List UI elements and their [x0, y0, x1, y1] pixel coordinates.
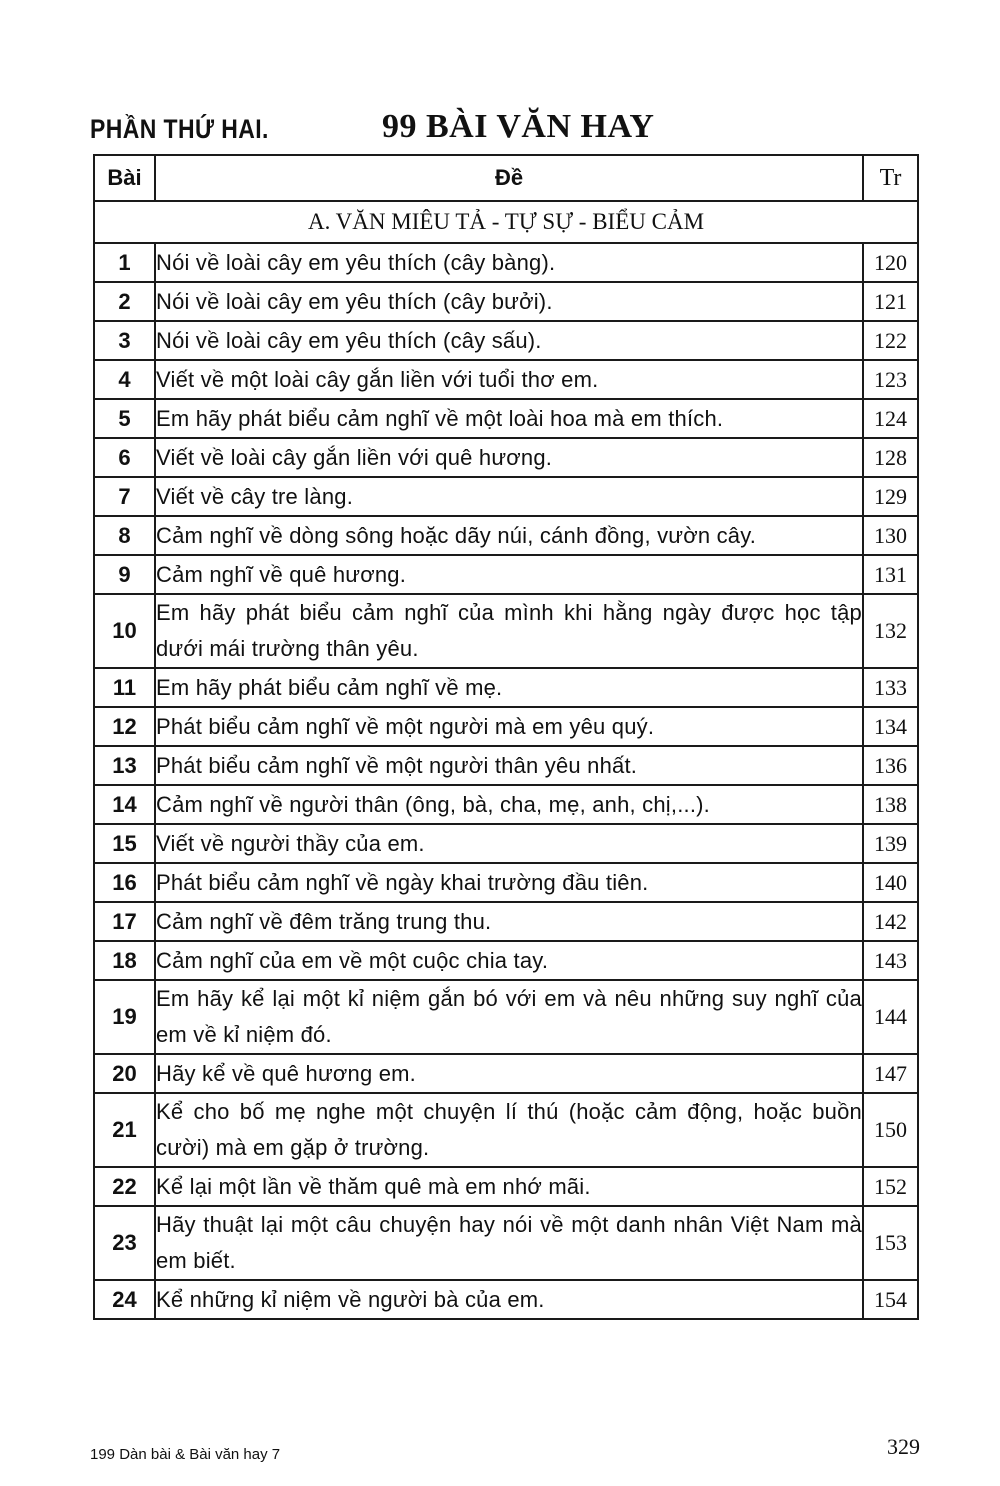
table-row	[94, 1093, 918, 1167]
row-title: Kể những kỉ niệm về người bà của em.	[155, 1280, 863, 1319]
part-label: PHẦN THỨ HAI.	[90, 114, 269, 144]
row-number: 7	[94, 477, 155, 516]
table-row	[94, 746, 918, 785]
row-page: 147	[863, 1054, 918, 1093]
table-row	[94, 360, 918, 399]
table-row	[94, 1206, 918, 1280]
row-title: Kể lại một lần về thăm quê mà em nhớ mãi.	[155, 1167, 863, 1206]
row-title: Em hãy phát biểu cảm nghĩ của mình khi hằng ngày được học tập dưới mái trường thân yêu.	[155, 594, 863, 668]
header-row	[94, 155, 918, 201]
part-title: 99 BÀI VĂN HAY	[382, 108, 655, 145]
page-number: 329	[887, 1434, 920, 1459]
row-title: Nói về loài cây em yêu thích (cây bưởi).	[155, 282, 863, 321]
row-number: 12	[94, 707, 155, 746]
row-page: 152	[863, 1167, 918, 1206]
row-number: 4	[94, 360, 155, 399]
row-page: 142	[863, 902, 918, 941]
row-title: Em hãy phát biểu cảm nghĩ về mẹ.	[155, 668, 863, 707]
row-page: 139	[863, 824, 918, 863]
row-page: 128	[863, 438, 918, 477]
row-page: 131	[863, 555, 918, 594]
table-row	[94, 438, 918, 477]
row-page: 130	[863, 516, 918, 555]
row-page: 120	[863, 243, 918, 282]
table-row	[94, 785, 918, 824]
row-title: Cảm nghĩ về đêm trăng trung thu.	[155, 902, 863, 941]
row-number: 16	[94, 863, 155, 902]
row-page: 132	[863, 594, 918, 668]
row-number: 5	[94, 399, 155, 438]
row-page: 144	[863, 980, 918, 1054]
row-title: Em hãy phát biểu cảm nghĩ về một loài hoa mà em thích.	[155, 399, 863, 438]
row-number: 23	[94, 1206, 155, 1280]
row-page: 150	[863, 1093, 918, 1167]
row-title: Phát biểu cảm nghĩ về ngày khai trường đầu tiên.	[155, 863, 863, 902]
row-title: Viết về loài cây gắn liền với quê hương.	[155, 438, 863, 477]
row-title: Viết về cây tre làng.	[155, 477, 863, 516]
row-title: Phát biểu cảm nghĩ về một người thân yêu nhất.	[155, 746, 863, 785]
row-number: 14	[94, 785, 155, 824]
row-number: 9	[94, 555, 155, 594]
row-title: Nói về loài cây em yêu thích (cây sấu).	[155, 321, 863, 360]
table-row	[94, 902, 918, 941]
row-number: 20	[94, 1054, 155, 1093]
table-row	[94, 941, 918, 980]
row-page: 124	[863, 399, 918, 438]
row-title: Cảm nghĩ về người thân (ông, bà, cha, mẹ, anh, chị,...).	[155, 785, 863, 824]
table-row	[94, 594, 918, 668]
row-page: 153	[863, 1206, 918, 1280]
row-page: 122	[863, 321, 918, 360]
row-number: 6	[94, 438, 155, 477]
row-title: Nói về loài cây em yêu thích (cây bàng).	[155, 243, 863, 282]
row-page: 129	[863, 477, 918, 516]
row-number: 2	[94, 282, 155, 321]
row-title: Phát biểu cảm nghĩ về một người mà em yêu quý.	[155, 707, 863, 746]
table-row	[94, 399, 918, 438]
row-number: 15	[94, 824, 155, 863]
row-page: 140	[863, 863, 918, 902]
row-number: 18	[94, 941, 155, 980]
row-page: 134	[863, 707, 918, 746]
row-title: Cảm nghĩ về dòng sông hoặc dãy núi, cánh đồng, vườn cây.	[155, 516, 863, 555]
row-number: 10	[94, 594, 155, 668]
row-title: Em hãy kể lại một kỉ niệm gắn bó với em và nêu những suy nghĩ của em về kỉ niệm đó.	[155, 980, 863, 1054]
row-number: 13	[94, 746, 155, 785]
contents-table	[93, 154, 919, 1320]
table-row	[94, 516, 918, 555]
row-page: 136	[863, 746, 918, 785]
row-number: 8	[94, 516, 155, 555]
row-number: 1	[94, 243, 155, 282]
section-row	[94, 201, 918, 243]
table-row	[94, 980, 918, 1054]
row-page: 123	[863, 360, 918, 399]
row-number: 22	[94, 1167, 155, 1206]
table-row	[94, 824, 918, 863]
table-row	[94, 555, 918, 594]
header-number: Bài	[94, 155, 155, 201]
row-title: Cảm nghĩ về quê hương.	[155, 555, 863, 594]
row-page: 143	[863, 941, 918, 980]
table-row	[94, 282, 918, 321]
row-page: 133	[863, 668, 918, 707]
section-title: A. VĂN MIÊU TẢ - TỰ SỰ - BIỂU CẢM	[94, 201, 918, 243]
table-row	[94, 243, 918, 282]
table-row	[94, 707, 918, 746]
row-number: 3	[94, 321, 155, 360]
row-title: Kể cho bố mẹ nghe một chuyện lí thú (hoặc cảm động, hoặc buồn cười) mà em gặp ở trường.	[155, 1093, 863, 1167]
row-title: Viết về người thầy của em.	[155, 824, 863, 863]
table-row	[94, 1054, 918, 1093]
table-row	[94, 863, 918, 902]
table-row	[94, 1280, 918, 1319]
page-heading	[90, 108, 920, 152]
table-row	[94, 477, 918, 516]
row-number: 19	[94, 980, 155, 1054]
table-row	[94, 1167, 918, 1206]
header-page: Tr	[863, 155, 918, 201]
row-page: 154	[863, 1280, 918, 1319]
row-page: 121	[863, 282, 918, 321]
book-title-footer: 199 Dàn bài & Bài văn hay 7	[90, 1446, 281, 1463]
row-number: 17	[94, 902, 155, 941]
table-row	[94, 668, 918, 707]
row-title: Hãy kể về quê hương em.	[155, 1054, 863, 1093]
row-title: Viết về một loài cây gắn liền với tuổi thơ em.	[155, 360, 863, 399]
row-title: Cảm nghĩ của em về một cuộc chia tay.	[155, 941, 863, 980]
row-number: 11	[94, 668, 155, 707]
row-number: 21	[94, 1093, 155, 1167]
row-page: 138	[863, 785, 918, 824]
table-row	[94, 321, 918, 360]
row-title: Hãy thuật lại một câu chuyện hay nói về một danh nhân Việt Nam mà em biết.	[155, 1206, 863, 1280]
header-title: Đề	[155, 155, 863, 201]
row-number: 24	[94, 1280, 155, 1319]
